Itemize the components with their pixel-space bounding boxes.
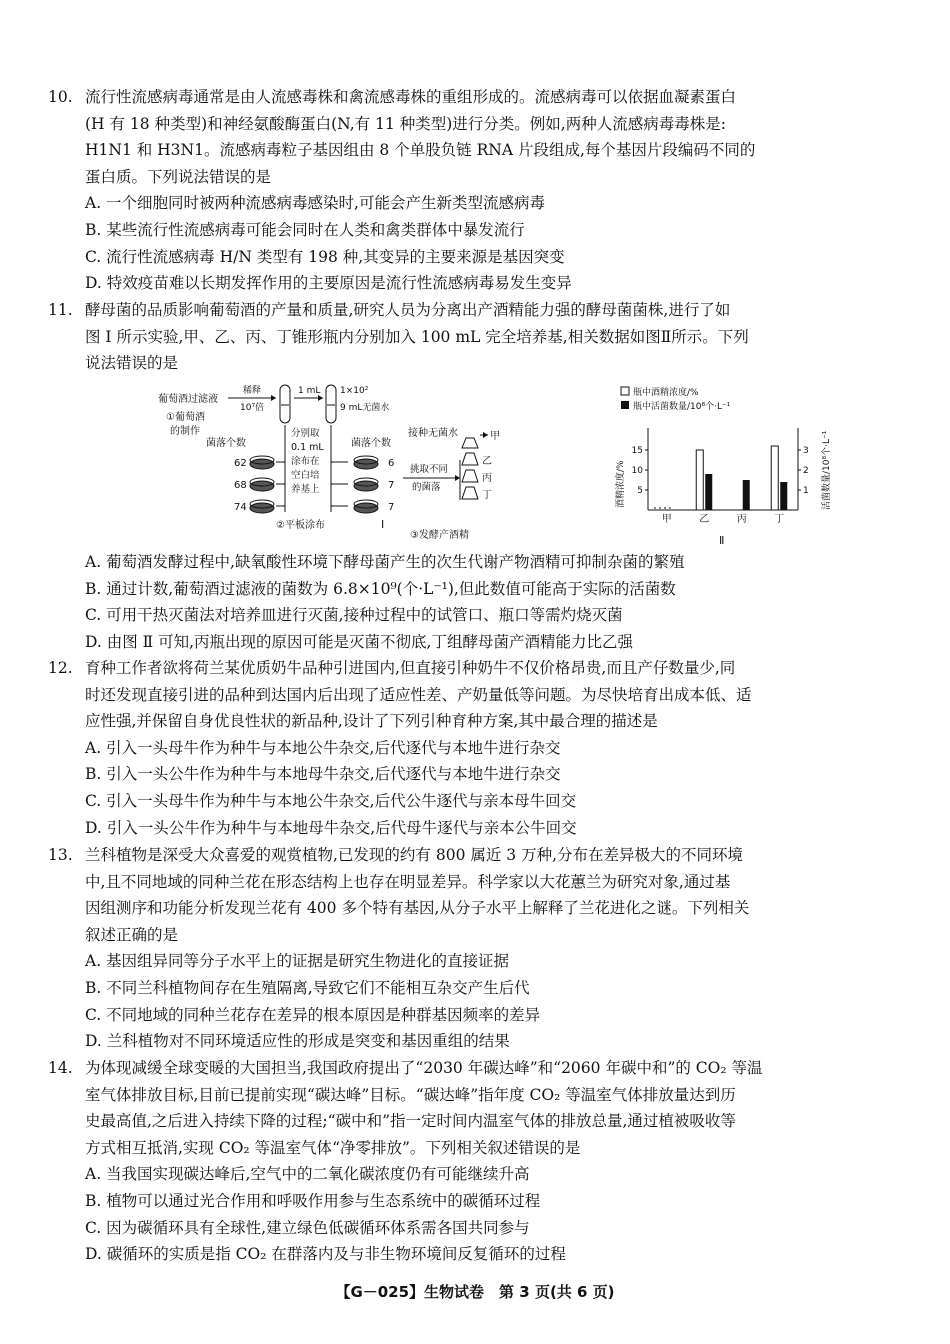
y-tick-label-right: 1: [803, 486, 809, 496]
svg-text:的菌落: 的菌落: [412, 482, 441, 493]
bar-alcohol-乙: [696, 450, 703, 510]
svg-text:菌落个数: 菌落个数: [206, 438, 246, 449]
svg-text:接种无菌水: 接种无菌水: [408, 428, 458, 439]
filtrate-label: 葡萄酒过滤液: [158, 394, 218, 405]
bar-yeast-乙: [705, 474, 712, 510]
svg-text:74: 74: [234, 502, 247, 513]
flask-jia: [462, 438, 478, 448]
option-a: A. 引入一头母牛作为种牛与本地公牛杂交,后代逐代与本地牛进行杂交: [85, 738, 561, 757]
question-13: [48, 842, 908, 1055]
svg-text:稀释: 稀释: [243, 386, 262, 396]
option-c: C. 流行性流感病毒 H/N 类型有 198 种,其变异的主要来源是基因突变: [85, 247, 565, 266]
question-10: [48, 84, 908, 297]
question-stem-line: 说法错误的是: [85, 354, 179, 373]
question-number: 10.: [48, 88, 73, 106]
y-axis-right-label: 活菌数量/10⁸个·L⁻¹: [822, 430, 832, 510]
option-a: A. 当我国实现碳达峰后,空气中的二氧化碳浓度仍有可能继续升高: [85, 1165, 530, 1184]
y-tick-label-left: 5: [637, 486, 643, 496]
flasks-yi-bing-ding: [462, 453, 492, 501]
option-c: C. 因为碳循环具有全球性,建立绿色低碳循环体系需各国共同参与: [85, 1218, 530, 1237]
option-b: B. 植物可以通过光合作用和呼吸作用参与生态系统中的碳循环过程: [85, 1191, 541, 1210]
legend-yeast: 瓶中活菌数量/10⁸个·L⁻¹: [633, 402, 731, 412]
option-c: C. 引入一头母牛作为种牛与本地公牛杂交,后代公牛逐代与亲本母牛回交: [85, 791, 577, 810]
svg-text:养基上: 养基上: [291, 484, 320, 495]
option-c: C. 不同地域的同种兰花存在差异的根本原因是种群基因频率的差异: [85, 1005, 541, 1024]
question-number: 13.: [48, 846, 73, 864]
svg-text:甲: 甲: [490, 431, 500, 442]
svg-text:10⁷倍: 10⁷倍: [240, 403, 265, 413]
bar-yeast-丁: [780, 482, 787, 510]
svg-text:的制作: 的制作: [170, 426, 200, 437]
petri-dish-group-left: [234, 456, 274, 513]
question-stem-line: 因组测序和功能分析发现兰花有 400 多个特有基因,从分子水平上解释了兰花进化之谜。下列相关: [85, 899, 750, 918]
y-tick-label-right: 2: [803, 466, 809, 476]
option-a: A. 葡萄酒发酵过程中,缺氧酸性环境下酵母菌产生的次生代谢产物酒精可抑制杂菌的繁殖: [85, 553, 685, 571]
legend-alcohol: 瓶中酒精浓度/%: [633, 388, 699, 398]
figure-2-label: Ⅱ: [719, 534, 725, 547]
figure-1-label: Ⅰ: [381, 518, 385, 531]
question-stem-line: 图 Ⅰ 所示实验,甲、乙、丙、丁锥形瓶内分别加入 100 mL 完全培养基,相关数据如图Ⅱ所示。下列: [85, 327, 749, 346]
question-12: [48, 655, 908, 841]
svg-text:分别取: 分别取: [291, 428, 320, 439]
test-tube-2: [326, 385, 336, 423]
svg-text:乙: 乙: [482, 456, 492, 467]
x-tick-label: 乙: [699, 514, 710, 525]
question-11-options: [48, 549, 908, 655]
option-a: A. 基因组异同等分子水平上的证据是研究生物进化的直接证据: [85, 952, 510, 971]
question-stem-line: H1N1 和 H3N1。流感病毒粒子基因组由 8 个单股负链 RNA 片段组成,每个基因片段编码不同的: [85, 141, 756, 160]
svg-text:①葡萄酒: ①葡萄酒: [166, 412, 205, 423]
svg-text:62: 62: [234, 458, 247, 469]
svg-text:空白培: 空白培: [291, 470, 320, 481]
option-d: D. 引入一头公牛作为种牛与本地母牛杂交,后代母牛逐代与亲本公牛回交: [85, 818, 577, 837]
option-b: B. 某些流行性流感病毒可能会同时在人类和禽类群体中暴发流行: [85, 220, 525, 239]
svg-text:丁: 丁: [482, 490, 492, 501]
svg-text:丙: 丙: [482, 473, 492, 484]
question-stem-line: 中,且不同地域的同种兰花在形态结构上也存在明显差异。科学家以大花蕙兰为研究对象,通过基: [85, 872, 731, 891]
svg-text:③发酵产酒精: ③发酵产酒精: [410, 530, 469, 541]
question-stem-line: (H 有 18 种类型)和神经氨酸酶蛋白(N,有 11 种类型)进行分类。例如,两种人流感病毒毒株是:: [85, 114, 726, 133]
option-c: C. 可用干热灭菌法对培养皿进行灭菌,接种过程中的试管口、瓶口等需灼烧灭菌: [85, 606, 623, 625]
question-stem-line: 12. 育种工作者欲将荷兰某优质奶牛品种引进国内,但直接引种奶牛不仅价格昂贵,而且产仔数量少,同: [48, 655, 908, 682]
petri-dish-group-right: [354, 456, 394, 513]
test-tube-1: [280, 385, 290, 423]
y-tick-label-left: 10: [631, 466, 643, 476]
question-stem-line: 应性强,并保留自身优良性状的新品种,设计了下列引种育种方案,其中最合理的描述是: [85, 712, 658, 731]
option-b: B. 引入一头公牛作为种牛与本地母牛杂交,后代逐代与本地牛进行杂交: [85, 765, 561, 784]
svg-text:1 mL: 1 mL: [298, 386, 321, 396]
option-d: D. 碳循环的实质是指 CO₂ 在群落内及与非生物环境间反复循环的过程: [85, 1245, 566, 1264]
svg-text:7: 7: [388, 480, 395, 491]
question-stem-line: 时还发现直接引进的品种到达国内后出现了适应性差、产奶量低等问题。为尽快培育出成本低、适: [85, 685, 752, 704]
question-stem-line: 叙述正确的是: [85, 925, 179, 944]
svg-text:6: 6: [388, 458, 395, 469]
question-stem-line: 方式相互抵消,实现 CO₂ 等温室气体“净零排放”。下列相关叙述错误的是: [85, 1138, 581, 1157]
y-tick-label-left: 15: [631, 446, 643, 456]
option-b: B. 不同兰科植物间存在生殖隔离,导致它们不能相互杂交产生后代: [85, 978, 530, 997]
question-number: 11.: [48, 301, 73, 319]
bar-yeast-丙: [743, 480, 750, 510]
question-stem-line: 14. 为体现减缓全球变暖的大国担当,我国政府提出了“2030 年碳达峰”和“2060 年碳中和”的 CO₂ 等温: [48, 1055, 908, 1082]
figure-2-bar-chart: [603, 380, 848, 548]
question-stem-line: 室气体排放目标,目前已提前实现“碳达峰”目标。“碳达峰”指年度 CO₂ 等温室气体排放量达到历: [85, 1085, 736, 1104]
svg-text:②平板涂布: ②平板涂布: [276, 520, 325, 531]
question-number: 12.: [48, 659, 73, 677]
question-11: [48, 297, 908, 377]
svg-text:7: 7: [388, 502, 395, 513]
question-14: [48, 1055, 908, 1268]
question-stem-line: 11. 酵母菌的品质影响葡萄酒的产量和质量,研究人员为分离出产酒精能力强的酵母菌菌株,进行了如: [48, 297, 908, 324]
svg-text:涂布在: 涂布在: [291, 456, 320, 467]
bar-alcohol-丁: [771, 446, 778, 510]
figure-1-experiment-diagram: [148, 380, 558, 548]
x-tick-label: 甲: [661, 514, 672, 525]
svg-text:菌落个数: 菌落个数: [351, 438, 391, 449]
question-stem-line: 13. 兰科植物是深受大众喜爱的观赏植物,已发现的约有 800 属近 3 万种,分布在差异极大的不同环境: [48, 842, 908, 869]
legend-swatch-yeast: [621, 401, 629, 409]
option-d: D. 兰科植物对不同环境适应性的形成是突变和基因重组的结果: [85, 1032, 510, 1051]
x-tick-label: 丁: [774, 514, 785, 525]
svg-text:9 mL无菌水: 9 mL无菌水: [340, 403, 390, 413]
legend-swatch-alcohol: [621, 387, 629, 395]
y-axis-left-label: 酒精浓度/%: [616, 460, 626, 508]
y-tick-label-right: 3: [803, 446, 809, 456]
question-stem-line: 10. 流行性流感病毒通常是由人流感毒株和禽流感毒株的重组形成的。流感病毒可以依据血凝素蛋白: [48, 84, 908, 111]
option-d: D. 特效疫苗难以长期发挥作用的主要原因是流行性流感病毒易发生变异: [85, 274, 572, 293]
svg-text:1×10²: 1×10²: [340, 386, 369, 396]
option-a: A. 一个细胞同时被两种流感病毒感染时,可能会产生新类型流感病毒: [85, 194, 545, 213]
question-number: 14.: [48, 1059, 73, 1077]
svg-text:68: 68: [234, 480, 247, 491]
question-stem-line: 蛋白质。下列说法错误的是: [85, 167, 272, 186]
page-footer: 【G－025】生物试卷 第 3 页(共 6 页): [335, 1283, 615, 1301]
question-stem-line: 史最高值,之后进入持续下降的过程;“碳中和”指一定时间内温室气体的排放总量,通过植被吸收等: [85, 1112, 736, 1131]
option-d: D. 由图 Ⅱ 可知,丙瓶出现的原因可能是灭菌不彻底,丁组酵母菌产酒精能力比乙强: [85, 632, 633, 651]
svg-text:挑取不同: 挑取不同: [410, 464, 449, 475]
svg-text:0.1 mL: 0.1 mL: [291, 442, 324, 453]
option-b: B. 通过计数,葡萄酒过滤液的菌数为 6.8×10⁹(个·L⁻¹),但此数值可能高于实际的活菌数: [85, 579, 676, 598]
figure-row: [48, 380, 908, 548]
x-tick-label: 丙: [736, 514, 747, 525]
